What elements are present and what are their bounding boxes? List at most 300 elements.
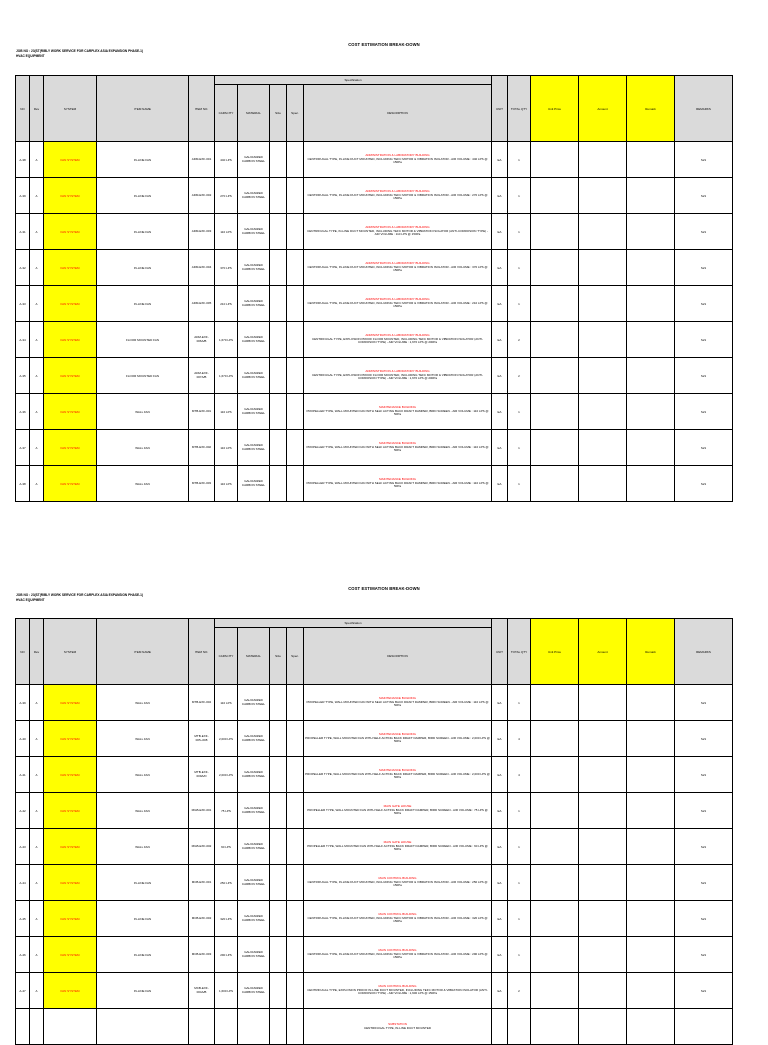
cell-rev: A [30,829,44,865]
cell-description [304,865,492,901]
cell-size [270,142,287,178]
cell-item-no: MTB-EXF-002 [189,430,215,466]
description-text: CENTRIFUGAL TYPE, IN-LINE DUCT MOUNTED, INCLUDING TEFC MOTOR & VIBRATION ISOLATOR - AIR VOLUME : 440 LPS @ 150Pa [307,156,488,165]
cell-size [270,757,287,793]
cell-remark [627,685,675,721]
cell-description [304,466,492,502]
table-row [16,973,733,1009]
cell-no: A-35 [16,358,30,394]
cell-amount [579,286,627,322]
cell-remark [627,430,675,466]
cell-capacity: 210 LPS [215,286,238,322]
cell-rev: A [30,214,44,250]
cell-remarks: S21 [675,214,733,250]
cell-remark [627,901,675,937]
table-row [16,757,733,793]
cell-unit: EA [492,865,508,901]
cell-description [304,178,492,214]
table-row [16,358,733,394]
cell-description [304,685,492,721]
cell-remark [627,394,675,430]
cell-unit-price [531,793,579,829]
cell-material: GALVANIZED CARBON STEEL [238,466,270,502]
cell-remarks: S21 [675,142,733,178]
cell-unit: EA [492,178,508,214]
cell-amount [579,757,627,793]
cell-description [304,142,492,178]
cell-remark [627,466,675,502]
cell-system: FAN SYSTEM [44,937,97,973]
col-spec: Spec. [287,628,304,685]
cell-rev: A [30,901,44,937]
job-number-line: JOB NO : 23(ST(RIBLY WORK SERVICE FOR CARPLEX ASIA EXPANSION PHASE-1) [16,49,143,53]
cell-amount [579,937,627,973]
cell-material: GALVANIZED CARBON STEEL [238,394,270,430]
cell-no: A-45 [16,901,30,937]
cell-unit-price [531,937,579,973]
cell-qty: 1 [508,793,531,829]
description-text: CENTRIFUGAL TYPE, EXPLOSION PROOF FLOOR MOUNTED, INCLUDING TEFC MOTOR & VIBRATION ISOLATOR (ANTI-CORROSION TYPE) - AIR VOLUME : 1,670 LPS @ 200Pa [311,336,484,345]
description-text: CENTRIFUGAL TYPE, IN-LINE DUCT MOUNTED, INCLUDING TEFC MOTOR & VIBRATION ISOLATOR - AIR VOLUME : 290 LPS @ 150Pa [307,951,488,960]
cell-material: GALVANIZED CARBON STEEL [238,757,270,793]
cell-unit: EA [492,286,508,322]
col-item-no: ITEM NO. [189,619,215,685]
col-total-qty: TOTAL QTY [508,76,531,142]
cell-amount [579,901,627,937]
cell-no: A-39 [16,685,30,721]
section-line: HVAC EQUIPMENT [16,598,45,602]
table-row [16,430,733,466]
cell-rev: A [30,142,44,178]
table-body [16,142,733,502]
description-text: CENTRIFUGAL TYPE, IN-LINE DUCT MOUNTED, INCLUDING TEFC MOTOR & VIBRATION ISOLATOR - AIR VOLUME : 320 LPS @ 150Pa [307,915,488,924]
cell-unit-price [531,685,579,721]
description-text: CENTRIFUGAL TYPE, IN-LINE DUCT MOUNTED, INCLUDING TEFC MOTOR & VIBRATION ISOLATOR - AIR VOLUME : 270 LPS @ 150Pa [307,192,488,201]
cell-no: A-31 [16,214,30,250]
col-description: DESCRIPTION [304,85,492,142]
cell-item-no: MGB-EXF-001 [189,793,215,829]
col-description: DESCRIPTION [304,628,492,685]
cell-amount [579,394,627,430]
cell-qty: 4 [508,721,531,757]
description-text: CENTRIFUGAL TYPE, IN-LINE DUCT MOUNTED, INCLUDING TEFC MOTOR & VIBRATION ISOLATOR - AIR VOLUME : 210 LPS @ 150Pa [307,300,488,309]
description-text: CENTRIFUGAL TYPE, IN-LINE DUCT MOUNTED, INCLUDING TEFC MOTOR & VIBRATION ISOLATOR - AIR VOLUME : 370 LPS @ 150Pa [307,264,488,273]
cell-material: GALVANIZED CARBON STEEL [238,865,270,901]
cell-remarks: S21 [675,937,733,973]
cell-material: GALVANIZED CARBON STEEL [238,829,270,865]
cell-item-name: IN-LINE FAN [97,214,189,250]
cell-material: GALVANIZED CARBON STEEL [238,685,270,721]
cell-amount [579,178,627,214]
cell-description [304,901,492,937]
cell-description [304,757,492,793]
cell-amount [579,865,627,901]
cell-rev: A [30,685,44,721]
cell-item-no: MTB-EXF-009A/D [189,757,215,793]
cell-capacity: 250 LPS [215,865,238,901]
cell-item-name: WALL FAN [97,829,189,865]
cell-size [270,466,287,502]
cell-capacity: 110 LPS [215,214,238,250]
description-heading: MAIN CONTROL BUILDING [378,948,417,953]
table-row [16,685,733,721]
cell-amount [579,214,627,250]
cell-rev: A [30,865,44,901]
cell-remarks: S21 [675,322,733,358]
col-spec-reference: Specification [215,76,492,85]
table-row [16,721,733,757]
col-amount: Amount [579,76,627,142]
cell-item-no: MTB-EXF-001 [189,394,215,430]
cell-item-name: WALL FAN [97,466,189,502]
description-text: PROPELLER TYPE, WALL MOUNTED FAN WITH SELF ACTING BACK DRAFT DAMPER, BIRD SCREEN - AIR VOLUME : 60 LPS @ 50Pa [307,843,488,852]
description-heading: MAINTENANCE BUILDING [379,405,416,410]
cell-unit-price [531,286,579,322]
col-no: NO [16,619,30,685]
cell-spec [287,1009,304,1045]
cell-material: GALVANIZED CARBON STEEL [238,142,270,178]
cell-description [304,430,492,466]
cell-description [304,394,492,430]
cell-rev: A [30,394,44,430]
col-remark: Remark [627,76,675,142]
cell-remarks: S21 [675,286,733,322]
cell-remarks: S21 [675,901,733,937]
table-row [16,142,733,178]
document-meta [16,49,143,59]
cell-rev: A [30,937,44,973]
cell-size [270,973,287,1009]
cell-qty: 1 [508,865,531,901]
cell-qty: 1 [508,394,531,430]
cell-no: A-36 [16,394,30,430]
description-heading: ADMINISTRATION & LABORATORY BUILDING [365,333,430,338]
cell-size [270,937,287,973]
cell-item-name: IN-LINE FAN [97,973,189,1009]
cell-system: FAN SYSTEM [44,973,97,1009]
cell-size [270,829,287,865]
cell-item-name: IN-LINE FAN [97,901,189,937]
cell-remarks [675,1009,733,1045]
cell-unit: EA [492,142,508,178]
section-line: HVAC EQUIPMENT [16,54,45,58]
cell-rev: A [30,430,44,466]
cell-unit: EA [492,214,508,250]
col-spec: Spec. [287,85,304,142]
description-heading: SUBSTATION [388,1021,407,1026]
cell-rev: A [30,286,44,322]
cell-unit: EA [492,721,508,757]
description-text: CENTRIFUGAL TYPE, EXPLOSION PROOF IN-LINE DUCT MOUNTED, INCLUDING TEFC MOTOR & VIBRATION ISOLATOR (ANTI-CORROSION TYPE) - AIR VOLUME : 1,600 LPS @ 150Pa [307,987,488,996]
cost-table [15,618,733,1045]
cell-capacity: 320 LPS [215,901,238,937]
cost-table [15,75,733,502]
col-capacity: CAPACITY [215,85,238,142]
cell-size [270,358,287,394]
cell-item-no: MCB-EXF-003 [189,937,215,973]
table-row [16,178,733,214]
cell-remark [627,214,675,250]
document-title: COST ESTIMATION BREAK-DOWN [348,586,420,591]
cell-qty: 1 [508,214,531,250]
cell-unit: EA [492,466,508,502]
col-size: Size [270,85,287,142]
cell-unit: EA [492,937,508,973]
cell-qty: 1 [508,901,531,937]
col-unit: UNIT [492,619,508,685]
cell-qty: 1 [508,430,531,466]
cell-qty: 1 [508,466,531,502]
cell-qty: 1 [508,178,531,214]
cell-description [304,973,492,1009]
cell-system: FAN SYSTEM [44,901,97,937]
table-body [16,685,733,1045]
cell-spec [287,757,304,793]
cell-capacity [215,1009,238,1045]
description-heading: ADMINISTRATION & LABORATORY BUILDING [365,189,430,194]
description-heading: MAIN GATE HOUSE [383,840,412,845]
cell-no: A-38 [16,142,30,178]
cell-qty: 1 [508,286,531,322]
cell-description [304,358,492,394]
col-item-name: ITEM NAME [97,76,189,142]
cell-size [270,322,287,358]
cell-rev: A [30,793,44,829]
cell-remark [627,721,675,757]
cell-amount [579,721,627,757]
table-row [16,901,733,937]
cell-qty: 2 [508,358,531,394]
cell-item-no [189,1009,215,1045]
cell-capacity: 2,000 LPS [215,757,238,793]
cell-remark [627,178,675,214]
description-heading: MAIN CONTROL BUILDING [378,984,417,989]
cell-item-no: MCB-EXF-002 [189,901,215,937]
cell-amount [579,973,627,1009]
cell-no: A-41 [16,757,30,793]
cell-size [270,1009,287,1045]
cell-item-name: IN-LINE FAN [97,178,189,214]
cell-description [304,250,492,286]
cell-spec [287,865,304,901]
description-heading: MAIN GATE HOUSE [383,804,412,809]
cell-rev: A [30,721,44,757]
cell-system: FAN SYSTEM [44,214,97,250]
cell-capacity: 290 LPS [215,937,238,973]
cell-unit-price [531,973,579,1009]
col-item-no: ITEM NO. [189,76,215,142]
cell-unit-price [531,430,579,466]
col-remark: Remark [627,619,675,685]
cell-unit-price [531,250,579,286]
cell-remarks: S21 [675,865,733,901]
description-text: CENTRIFUGAL TYPE, IN-LINE DUCT MOUNTED, INCLUDING TEFC MOTOR & VIBRATION ISOLATOR (ANTI-CORROSION TYPE) - AIR VOLUME : 110 LPS @ 150Pa [307,228,488,237]
cell-spec [287,322,304,358]
cell-no: A-34 [16,322,30,358]
cell-system: FAN SYSTEM [44,430,97,466]
col-material: MATERIAL [238,628,270,685]
cell-description [304,322,492,358]
col-spec-reference: Specification [215,619,492,628]
cell-capacity: 110 LPS [215,394,238,430]
description-heading: MAINTENANCE BUILDING [379,768,416,773]
table-row [16,250,733,286]
cell-amount [579,793,627,829]
cell-item-name: IN-LINE FAN [97,937,189,973]
cell-item-name: IN-LINE FAN [97,865,189,901]
cell-spec [287,829,304,865]
cell-size [270,250,287,286]
cell-rev: A [30,178,44,214]
cell-no [16,1009,30,1045]
cell-rev [30,1009,44,1045]
cell-remark [627,973,675,1009]
cell-item-no: MCB-EXF-001 [189,865,215,901]
cell-unit [492,1009,508,1045]
cell-item-name: IN-LINE FAN [97,142,189,178]
cell-spec [287,973,304,1009]
description-heading: MAINTENANCE BUILDING [379,732,416,737]
cell-material: GALVANIZED CARBON STEEL [238,937,270,973]
cell-capacity: 110 LPS [215,466,238,502]
job-number-line: JOB NO : 23(ST(RIBLY WORK SERVICE FOR CARPLEX ASIA EXPANSION PHASE-1) [16,593,143,597]
cell-unit: EA [492,757,508,793]
cell-spec [287,937,304,973]
cell-unit-price [531,178,579,214]
description-text: PROPELLER TYPE, WALL MOUNTED FAN WITH SELF ACTING BACK DRAFT DAMPER, BIRD SCREEN - AIR VOLUME : 75 LPS @ 50Pa [307,807,488,816]
cell-spec [287,685,304,721]
cell-item-no: MTB-EXF-005~008 [189,721,215,757]
cell-item-no: ADM-EXF-003 [189,214,215,250]
description-heading: MAINTENANCE BUILDING [379,441,416,446]
cell-item-no: MGB-EXF-002 [189,829,215,865]
cell-amount [579,142,627,178]
cell-size [270,178,287,214]
cell-material: GALVANIZED CARBON STEEL [238,214,270,250]
cell-remark [627,793,675,829]
cell-item-name: WALL FAN [97,793,189,829]
description-heading: ADMINISTRATION & LABORATORY BUILDING [365,225,430,230]
table-row [16,394,733,430]
col-capacity: CAPACITY [215,628,238,685]
cell-unit-price [531,1009,579,1045]
cell-description [304,286,492,322]
cell-spec [287,142,304,178]
cell-spec [287,430,304,466]
cell-description [304,793,492,829]
cell-spec [287,721,304,757]
table-row [16,793,733,829]
cell-remarks: S21 [675,394,733,430]
cell-size [270,394,287,430]
cell-no: A-43 [16,829,30,865]
cell-no: A-38 [16,466,30,502]
cell-amount [579,1009,627,1045]
cell-spec [287,178,304,214]
cell-remark [627,1009,675,1045]
cell-amount [579,358,627,394]
cell-rev: A [30,466,44,502]
cell-spec [287,394,304,430]
description-heading: MAIN CONTROL BUILDING [378,876,417,881]
cell-no: A-37 [16,430,30,466]
cell-item-name: FLOOR MOUNTED FAN [97,358,189,394]
cell-unit: EA [492,394,508,430]
cell-description [304,829,492,865]
cell-capacity: 110 LPS [215,685,238,721]
cell-item-name: FLOOR MOUNTED FAN [97,322,189,358]
cell-remarks: S21 [675,466,733,502]
cell-system: FAN SYSTEM [44,286,97,322]
cell-unit: EA [492,250,508,286]
document-meta [16,593,143,603]
description-heading: MAINTENANCE BUILDING [379,477,416,482]
table-row [16,1009,733,1045]
cell-unit-price [531,901,579,937]
cell-qty: 1 [508,937,531,973]
col-rev: Rev [30,76,44,142]
cell-material: GALVANIZED CARBON STEEL [238,793,270,829]
cell-unit: EA [492,358,508,394]
cell-amount [579,829,627,865]
cell-qty: 1 [508,829,531,865]
cell-qty: 1 [508,685,531,721]
cell-item-no: MTB-EXF-004 [189,685,215,721]
cell-system: FAN SYSTEM [44,358,97,394]
cell-size [270,685,287,721]
cell-remarks: S21 [675,757,733,793]
cell-unit: EA [492,793,508,829]
cell-no: A-46 [16,937,30,973]
table-row [16,937,733,973]
cell-unit: EA [492,322,508,358]
cell-item-name: WALL FAN [97,685,189,721]
cell-capacity: 110 LPS [215,430,238,466]
cell-remark [627,829,675,865]
cell-system: FAN SYSTEM [44,142,97,178]
cell-no: A-40 [16,721,30,757]
cell-capacity: 440 LPS [215,142,238,178]
cell-material: GALVANIZED CARBON STEEL [238,721,270,757]
cell-rev: A [30,250,44,286]
cell-unit: EA [492,685,508,721]
cell-unit: EA [492,430,508,466]
cell-system: FAN SYSTEM [44,685,97,721]
cell-qty: 2 [508,322,531,358]
cell-spec [287,901,304,937]
cell-description [304,721,492,757]
cell-amount [579,685,627,721]
cell-no: A-32 [16,250,30,286]
cell-size [270,286,287,322]
description-text: CENTRIFUGAL TYPE, EXPLOSION PROOF FLOOR MOUNTED, INCLUDING TEFC MOTOR & VIBRATION ISOLATOR (ANTI-CORROSION TYPE) - AIR VOLUME : 1,670 LPS @ 200Pa [311,372,484,381]
document-title: COST ESTIMATION BREAK-DOWN [348,42,420,47]
col-system: SYSTEM [44,619,97,685]
col-material: MATERIAL [238,85,270,142]
cell-system: FAN SYSTEM [44,721,97,757]
cell-item-no: MTB-EXF-003 [189,466,215,502]
table-row [16,466,733,502]
cell-remarks: S21 [675,358,733,394]
cell-system: FAN SYSTEM [44,757,97,793]
cell-unit-price [531,322,579,358]
col-item-name: ITEM NAME [97,619,189,685]
cell-remark [627,142,675,178]
cell-remarks: S21 [675,793,733,829]
cell-unit-price [531,394,579,430]
cell-material: GALVANIZED CARBON STEEL [238,322,270,358]
cell-system: FAN SYSTEM [44,865,97,901]
